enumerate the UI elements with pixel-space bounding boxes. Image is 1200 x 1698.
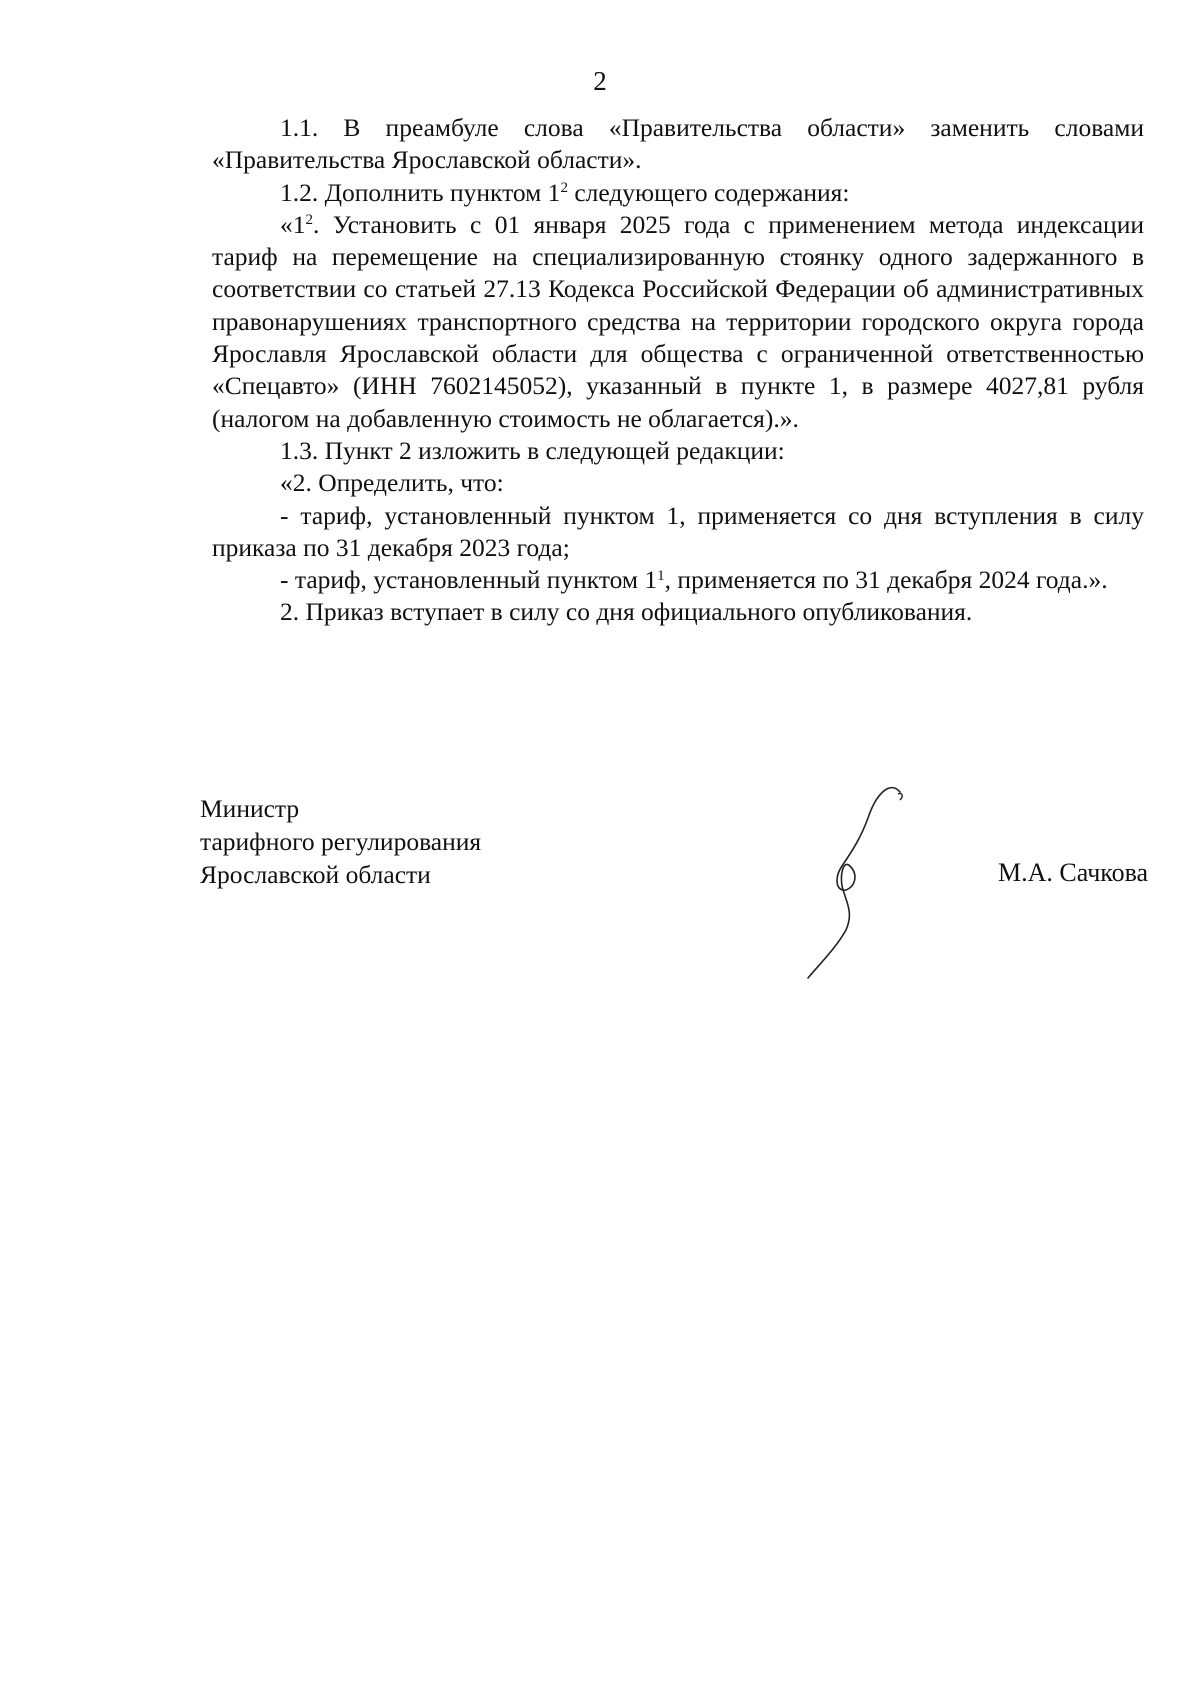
paragraph-quote-1-2 [212, 209, 1144, 435]
document-body [212, 112, 1144, 629]
signatory-region: Ярославской области [200, 860, 431, 889]
paragraph-define: «2. Определить, что: [280, 468, 504, 498]
paragraph-1-2 [212, 177, 1144, 209]
paragraph-1-2-text: 1.2. Дополнить пунктом 1 [280, 177, 561, 207]
paragraph-dash-2-text: - тариф, установленный пунктом 1 [280, 565, 658, 595]
paragraph-dash-2-sup: 1 [657, 567, 665, 584]
paragraph-2: 2. Приказ вступает в силу со дня официального опубликования. [280, 597, 973, 627]
page-number: 2 [593, 66, 607, 96]
paragraph-1-2-tail: следующего содержания: [567, 177, 850, 207]
paragraph-1-1: 1.1. В преамбуле слова «Правительства области» заменить словами «Правительства Ярославской области». [212, 113, 1144, 175]
signatory-department: тарифного регулирования [200, 827, 482, 856]
signatory-title [200, 792, 481, 891]
paragraph-1-3: 1.3. Пункт 2 изложить в следующей редакции: [280, 435, 785, 465]
paragraph-dash-2-tail: , применяется по 31 декабря 2024 года.». [664, 565, 1108, 595]
paragraph-quote-sup: 2 [305, 212, 313, 229]
paragraph-quote-head: «1 [280, 209, 306, 239]
handwritten-signature [790, 780, 940, 980]
paragraph-quote-text: . Установить с 01 января 2025 года с применением метода индексации тариф на перемещение на специализированную стоянку одного задержанного в соответствии со статьей 27.13 Кодекса Российской Федерации об административных правонарушениях транспортного средства на территории городского округа города Ярославля Ярославской области для общества с ограниченной ответственностью «Спецавто» (ИНН 7602145052), указанный в пункте 1, в размере 4027,81 рубля (налогом на добавленную стоимость не облагается).». [212, 209, 1144, 433]
paragraph-1-2-sup: 2 [560, 180, 568, 197]
signatory-name: М.А. Сачкова [998, 858, 1149, 887]
paragraph-dash-2 [212, 564, 1144, 596]
signatory-position: Министр [200, 794, 300, 823]
paragraph-dash-1: - тариф, установленный пунктом 1, применяется со дня вступления в силу приказа по 31 декабря 2023 года; [212, 500, 1144, 562]
